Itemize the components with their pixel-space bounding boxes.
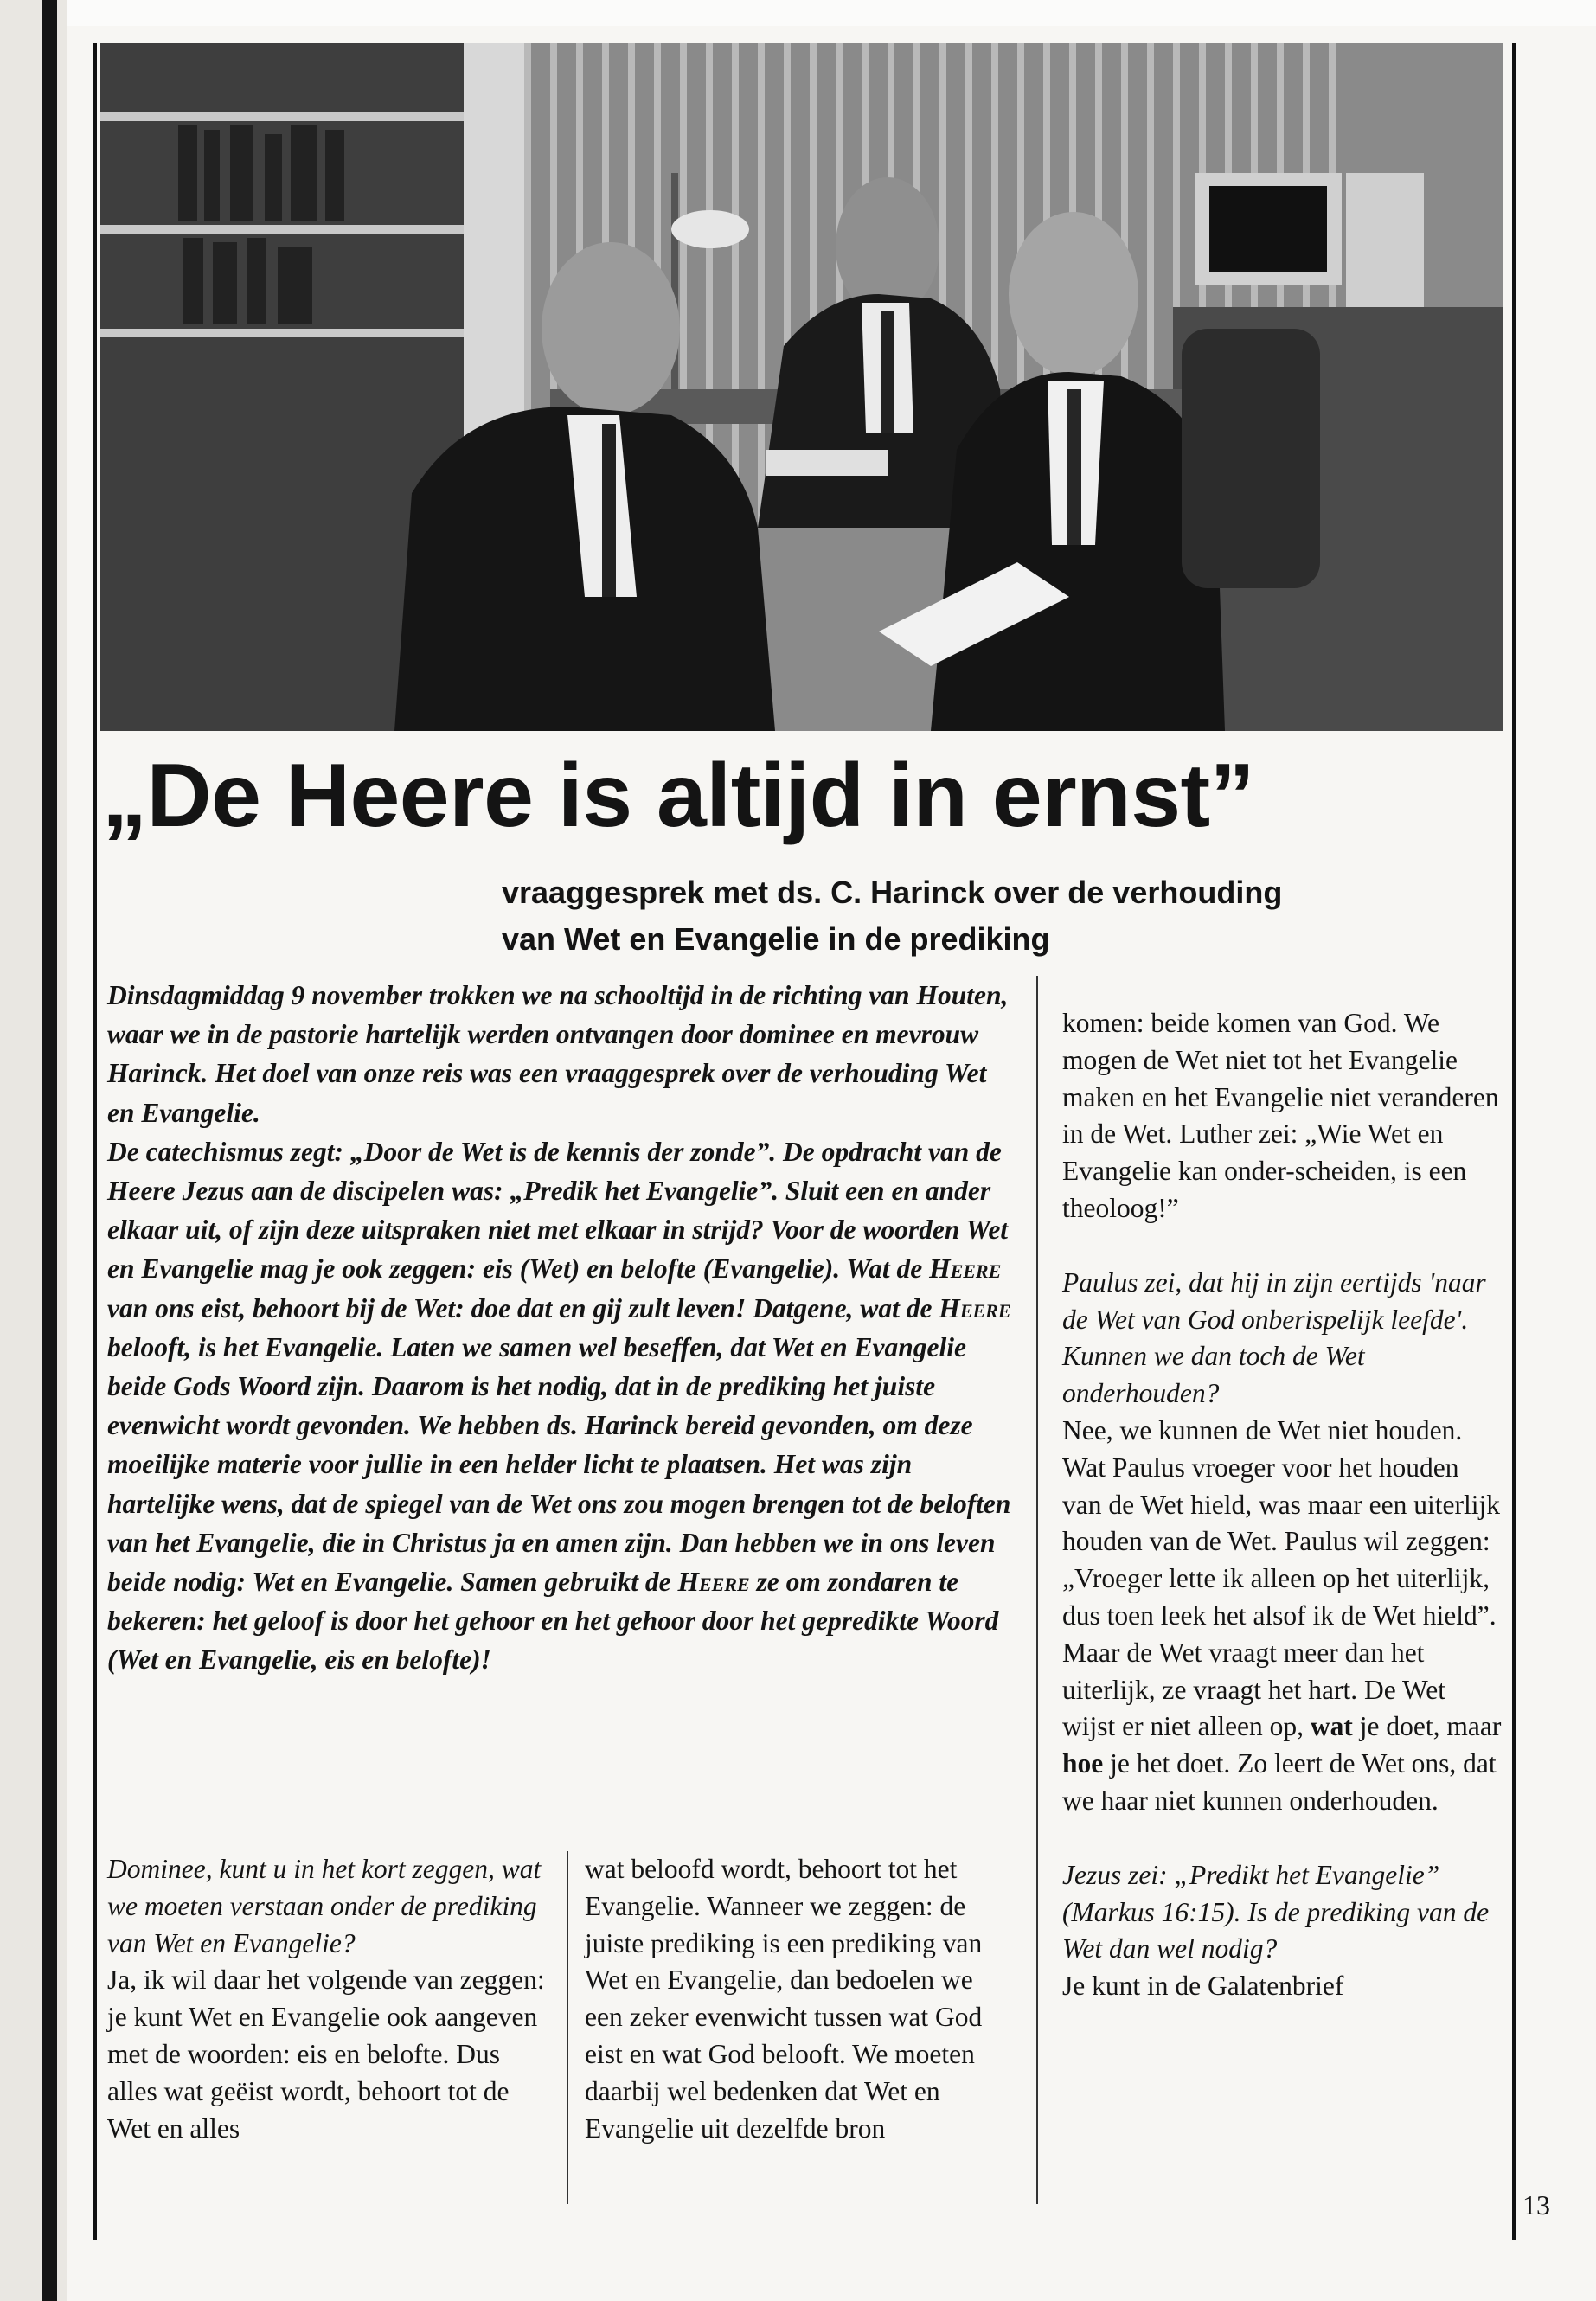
article-headline: „De Heere is altijd in ernst” (102, 746, 1255, 846)
subtitle-line-2: van Wet en Evangelie in de prediking (502, 921, 1050, 957)
answer-text: Nee, we kunnen de Wet niet houden. Wat Paulus vroeger voor het houden van de Wet hield, was maar een uiterlijk houden van de Wet. Paulus wil zeggen: „Vroeger lette ik alleen op het uiterlijk, dus toen leek het alsof ik de Wet hield”. Maar de Wet vraagt meer dan het uiterlijk, ze vraagt het hart. De Wet wijst er niet alleen op, (1062, 1414, 1500, 1742)
subtitle-line-1: vraaggesprek met ds. C. Harinck over de verhouding (502, 875, 1283, 910)
intro-text: belooft, is het Evangelie. Laten we samen wel beseffen, dat Wet en Evangelie beide Gods Woord zijn. Daarom is het nodig, dat in de prediking het juiste evenwicht wordt gevonden. We hebben ds. Harinck bereid gevonden, om deze moeilijke materie voor jullie in een helder licht te plaatsen. Het was zijn hartelijke wens, dat de spiegel van de Wet ons zou mogen brengen tot de beloften van het Evangelie, die in Christus ja en amen zijn. Dan hebben we in ons leven beide nodig: Wet en Evangelie. Samen gebruikt de (107, 1331, 1011, 1598)
interview-answer: Je kunt in de Galatenbrief (1062, 1971, 1344, 2002)
interview-answer: wat beloofd wordt, behoort tot het Evangelie. Wanneer we zeggen: de juiste prediking is een prediking van Wet en Evangelie, dan bedoelen we een zeker evenwicht tussen wat God eist en wat God belooft. We moeten daarbij wel bedenken dat Wet en Evangelie uit dezelfde bron (585, 1854, 983, 2144)
heere-small-caps: Heere (677, 1567, 750, 1598)
page-number: 13 (1512, 2185, 1574, 2225)
scan-border-left (0, 0, 67, 2301)
emphasis-hoe: hoe (1062, 1748, 1104, 1779)
article-intro (107, 976, 1014, 1680)
column-divider (1036, 976, 1038, 2204)
text-column-1 (107, 1851, 548, 2147)
intro-paragraph-1: Dinsdagmiddag 9 november trokken we na schooltijd in de richting van Houten, waar we in de pastorie hartelijk werden ontvangen door dominee en mevrouw Harinck. Het doel van onze reis was een vraaggesprek over de verhouding Wet en Evangelie. (107, 980, 1009, 1128)
scan-border-top (0, 0, 1596, 26)
interview-question: Paulus zei, dat hij in zijn eertijds 'naar de Wet van God onberispelijk leefde'. Kunnen we dan toch de Wet onderhouden? (1062, 1266, 1486, 1409)
interview-question: Dominee, kunt u in het kort zeggen, wat we moeten verstaan onder de prediking van Wet en Evangelie? (107, 1854, 542, 1958)
answer-text: je het doet. Zo leert de Wet ons, dat we haar niet kunnen onderhouden. (1062, 1748, 1497, 1816)
intro-text: De catechismus zegt: „Door de Wet is de kennis der zonde”. De opdracht van de Heere Jezus aan de discipelen was: „Predik het Evangelie”. Sluit een en ander elkaar uit, of zijn deze uitspraken niet met elkaar in strijd? Voor de woorden Wet en Evangelie mag je ook zeggen: eis (Wet) en belofte (Evangelie). Wat de (107, 1136, 1009, 1285)
page-rule-right (1512, 43, 1516, 2240)
heere-small-caps: Heere (939, 1292, 1011, 1324)
text-column-3 (1062, 1005, 1503, 2005)
text-column-2 (585, 1851, 1017, 2147)
answer-text: je doet, maar (1352, 1711, 1502, 1742)
heere-small-caps: Heere (929, 1253, 1002, 1285)
interview-answer (1062, 1413, 1503, 1820)
interview-question: Jezus zei: „Predikt het Evangelie” (Markus 16:15). Is de prediking van de Wet dan wel nodig? (1062, 1859, 1490, 1965)
emphasis-wat: wat (1310, 1711, 1353, 1742)
interview-answer: komen: beide komen van God. We mogen de Wet niet tot het Evangelie maken en het Evangelie niet veranderen in de Wet. Luther zei: „Wie Wet en Evangelie kan onder-scheiden, is een theoloog!” (1062, 1008, 1499, 1223)
column-divider (567, 1851, 568, 2204)
intro-paragraph-2 (107, 1132, 1014, 1680)
intro-text: van ons eist, behoort bij de Wet: doe dat en gij zult leven! Datgene, wat de (107, 1292, 939, 1324)
interview-answer: Ja, ik wil daar het volgende van zeggen: je kunt Wet en Evangelie ook aangeven met de woorden: eis en belofte. Dus alles wat geëist wordt, behoort tot de Wet en alles (107, 1965, 545, 2144)
article-subtitle (502, 869, 1505, 963)
intro-text: ze om zondaren te bekeren: het geloof is door het gehoor en het gehoor door het gepredikte Woord (Wet en Evangelie, eis en belofte)! (107, 1567, 999, 1676)
article-photo (100, 43, 1503, 731)
page-rule-left (93, 43, 97, 2240)
